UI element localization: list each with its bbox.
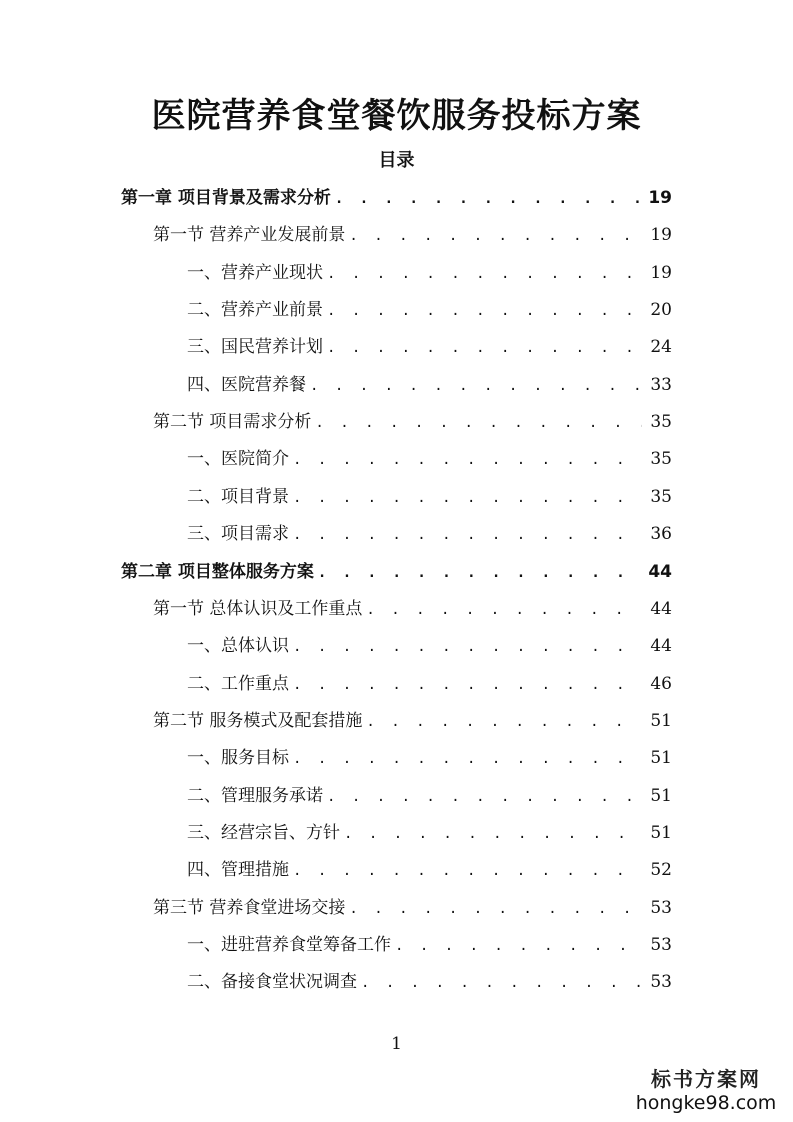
toc-dot-leader xyxy=(293,746,642,772)
toc-entry[interactable] xyxy=(187,857,672,883)
toc-entry-label: 一、进驻营养食堂筹备工作 xyxy=(187,935,391,955)
toc-entry-page: 19 xyxy=(648,188,672,208)
toc-dot-leader xyxy=(327,784,642,810)
toc-entry[interactable] xyxy=(187,783,672,809)
toc-dot-leader xyxy=(293,672,642,698)
toc-entry[interactable] xyxy=(153,596,672,622)
toc-dot-leader xyxy=(310,373,642,399)
toc-entry[interactable] xyxy=(153,222,672,248)
toc-entry-page: 44 xyxy=(650,598,672,619)
toc-dot-leader xyxy=(293,634,642,660)
toc-entry-page: 44 xyxy=(648,561,672,582)
toc-dot-leader xyxy=(349,896,642,922)
toc-dot-leader xyxy=(349,223,642,249)
toc-dot-leader xyxy=(293,485,642,511)
toc-entry-label: 二、管理服务承诺 xyxy=(187,785,323,806)
toc-entry-page: 19 xyxy=(650,225,672,246)
toc-entry-page: 19 xyxy=(650,262,672,283)
toc-entry[interactable] xyxy=(187,484,672,510)
toc-dot-leader xyxy=(315,410,642,436)
toc-entry-page: 33 xyxy=(650,374,672,395)
toc-dot-leader xyxy=(395,933,642,959)
toc-entry[interactable] xyxy=(187,260,672,286)
toc-dot-leader xyxy=(335,186,642,212)
toc-dot-leader xyxy=(293,858,642,884)
toc-entry[interactable] xyxy=(187,932,672,958)
toc-entry-page: 36 xyxy=(650,524,672,545)
toc-entry-label: 第一节 总体认识及工作重点 xyxy=(153,598,363,619)
toc-entry-label: 二、工作重点 xyxy=(187,673,289,694)
toc-entry-label: 四、医院营养餐 xyxy=(187,374,306,395)
toc-entry-label: 一、服务目标 xyxy=(187,748,289,769)
toc-entry-page: 53 xyxy=(650,897,672,918)
toc-entry-label: 三、项目需求 xyxy=(187,524,289,545)
page-number: 1 xyxy=(391,1034,402,1054)
toc-entry-label: 第一章 项目背景及需求分析 xyxy=(121,188,331,208)
toc-entry[interactable] xyxy=(187,745,672,771)
toc-dot-leader xyxy=(366,597,642,623)
toc-dot-leader xyxy=(327,298,642,324)
toc-entry[interactable] xyxy=(187,633,672,659)
toc-entry-label: 二、项目背景 xyxy=(187,486,289,507)
toc-entry-label: 三、经营宗旨、方针 xyxy=(187,823,340,843)
toc-heading: 目录 xyxy=(378,150,415,171)
toc-entry-page: 51 xyxy=(650,748,672,769)
toc-entry-label: 第二节 项目需求分析 xyxy=(153,412,312,433)
toc-entry-label: 二、营养产业前景 xyxy=(187,300,323,321)
toc-entry-page: 51 xyxy=(650,710,672,731)
toc-entry-page: 52 xyxy=(650,860,672,881)
toc-entry[interactable] xyxy=(187,446,672,472)
toc-entry-page: 53 xyxy=(650,972,672,993)
toc-entry-label: 一、总体认识 xyxy=(187,636,289,657)
toc-entry-label: 三、国民营养计划 xyxy=(187,337,323,358)
toc-entry-label: 四、管理措施 xyxy=(187,860,289,881)
toc-dot-leader xyxy=(361,970,642,996)
toc-dot-leader xyxy=(366,709,642,735)
toc-entry-label: 第一节 营养产业发展前景 xyxy=(153,225,346,246)
toc-entry-label: 第三节 营养食堂进场交接 xyxy=(153,897,346,918)
toc-entry[interactable] xyxy=(153,895,672,921)
watermark-url: hongke98.com xyxy=(635,1092,777,1114)
toc-entry[interactable] xyxy=(187,671,672,697)
toc-entry-page: 35 xyxy=(650,412,672,433)
document-title: 医院营养食堂餐饮服务投标方案 xyxy=(151,96,642,136)
toc-entry[interactable] xyxy=(187,334,672,360)
toc-entry-page: 51 xyxy=(650,823,672,843)
toc-dot-leader xyxy=(293,447,642,473)
toc-dot-leader xyxy=(344,821,642,847)
toc-entry-label: 第二章 项目整体服务方案 xyxy=(121,561,314,582)
watermark-logo: 标书方案网 xyxy=(651,1067,761,1091)
toc-entry[interactable] xyxy=(121,559,672,585)
toc-entry[interactable] xyxy=(187,820,672,846)
toc-entry-page: 35 xyxy=(650,486,672,507)
toc-entry-page: 20 xyxy=(650,300,672,321)
toc-entry-label: 一、营养产业现状 xyxy=(187,262,323,283)
toc-entry[interactable] xyxy=(153,409,672,435)
toc-entry[interactable] xyxy=(187,297,672,323)
toc-entry-label: 第二节 服务模式及配套措施 xyxy=(153,710,363,731)
toc-entry-label: 一、医院简介 xyxy=(187,449,289,470)
toc-entry-page: 53 xyxy=(650,935,672,955)
site-watermark xyxy=(631,1063,781,1114)
toc-entry[interactable] xyxy=(121,185,672,211)
toc-entry-page: 35 xyxy=(650,449,672,470)
toc-dot-leader xyxy=(318,560,642,586)
toc-entry[interactable] xyxy=(153,708,672,734)
toc-entry-page: 46 xyxy=(650,673,672,694)
toc-entry-label: 二、备接食堂状况调查 xyxy=(187,972,357,993)
toc-entry-page: 51 xyxy=(650,785,672,806)
toc-entry-page: 24 xyxy=(650,337,672,358)
toc-entry[interactable] xyxy=(187,372,672,398)
toc-dot-leader xyxy=(327,261,642,287)
toc-dot-leader xyxy=(293,522,642,548)
toc-entry[interactable] xyxy=(187,521,672,547)
toc-entry-page: 44 xyxy=(650,636,672,657)
toc-entry[interactable] xyxy=(187,969,672,995)
toc-dot-leader xyxy=(327,335,642,361)
